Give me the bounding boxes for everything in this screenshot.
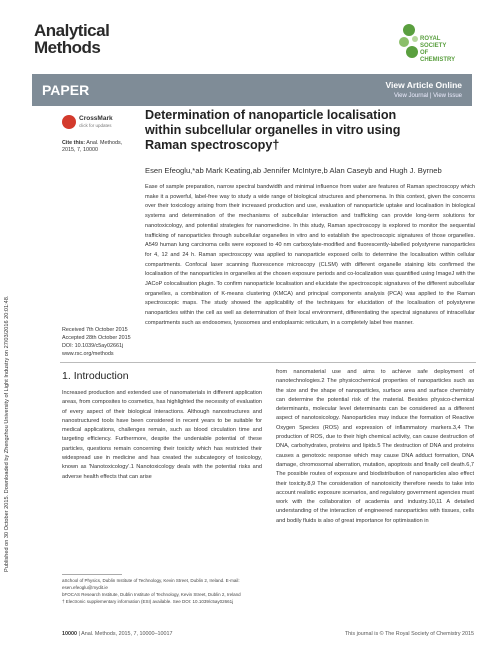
section-number: 1.	[62, 370, 71, 382]
view-journal-issue-links[interactable]: View Journal | View Issue	[393, 93, 462, 99]
footnote-divider	[62, 574, 122, 575]
rsc-logo-line2: OF CHEMISTRY	[420, 50, 456, 63]
author-list: Esen Efeoglu,*ab Mark Keating,ab Jennifer McIntyre,b Alan Caseyb and Hugh J. Byrneb	[145, 166, 442, 175]
received-date: Received 7th October 2015	[62, 327, 128, 333]
crossmark-icon	[62, 115, 76, 129]
footer-copyright: This journal is © The Royal Society of Chemistry 2015	[344, 631, 474, 637]
section-heading	[62, 370, 129, 382]
journal-title-line1: Analytical	[34, 21, 110, 40]
footer-journal-ref: Anal. Methods, 2015, 7, 10000–10017	[81, 631, 173, 637]
footnote-affiliation-a: aSchool of Physics, Dublin Institute of Technology, Kevin Street, Dublin 2, Ireland. E-mail: esen.efeoglu@mydit.ie	[62, 578, 240, 590]
page-footer	[62, 631, 474, 637]
article-type-label: PAPER	[42, 82, 90, 98]
article-title: Determination of nanoparticle localisation within subcellular organelles in vitro using Raman spectroscopy†	[145, 108, 401, 152]
article-type-banner	[32, 74, 472, 106]
rsc-logo-line1: ROYAL SOCIETY	[420, 36, 447, 49]
journal-title-line2: Methods	[34, 38, 101, 57]
rsc-emblem-icon	[398, 22, 420, 62]
accepted-date: Accepted 28th October 2015	[62, 335, 131, 341]
journal-url[interactable]: www.rsc.org/methods	[62, 351, 114, 357]
intro-left-column: Increased production and extended use of nanomaterials in different application areas, from composites to cosmetics, has highlighted the necessity of evaluation of every aspect of their biological interactions. Although nanostructures and nanostructured tools have been considered in recent years to be suitable for medical applications, challenges remain, such as blood circulation time and targeting efficiency. Furthermore, despite the undeniable potential of these particles, questions remain concerning their toxicity which has restricted their widespread use in medicine and has created the subcategory of toxicology, known as 'Nanotoxicology'.1 Nanotoxicology deals with the potential risks and adverse health effects that can arise	[62, 390, 262, 480]
doi[interactable]: DOI: 10.1039/c5ay02661j	[62, 343, 124, 349]
abstract: Ease of sample preparation, narrow spectral bandwidth and minimal influence from water are features of Raman spectroscopy which make it a powerful, label-free way to study a wide range of biological structures and phenomena. In this context, given the concerns over their toxicology arising from their increased production and use, evaluation of nanoparticle uptake and localisation in biological systems and determination of the mechanisms of subcellular interaction and trafficking can provide long-term solutions for nanotoxicology, and potential strategies for nanomedicine. In this study, Raman spectroscopy is explored to monitor the sequential trafficking of nanoparticles through subcellular organelles in vitro and to establish the spectroscopic signatures of those organelles. A549 human lung carcinoma cells were exposed to 40 nm carboxylate-modified and fluorescently-labelled polystyrene nanoparticles for 4, 12 and 24 h. Raman spectroscopy was applied to nanoparticle exposed cells to determine the localisation within cellular compartments. Confocal laser scanning fluorescence microscopy (CLSM) with different organelle staining kits confirmed the localisation of the nanoparticles in organelles at the chosen exposure periods and co-localization was quantified using ImageJ with the JACoP colocalisation plugin. To confirm nanoparticle localisation and elucidate the spectroscopic signatures of the different subcellular organelles, a combination of K-means clustering (KMCA) and principal components analysis (PCA) was applied to the Raman spectroscopic maps. The study showed the applicability of the techniques for elucidation of the localisation of polystyrene nanoparticles within the cell as well as determination of their local environment, differentiating the spectral signatures of intracellular compartments such as endosomes, lysosomes and endoplasmic reticulum, in a completely label free manner.	[145, 184, 475, 326]
cite-prefix: Cite this:	[62, 140, 86, 146]
crossmark-badge[interactable]	[62, 113, 122, 133]
crossmark-label: CrossMark	[79, 115, 113, 122]
footer-separator: |	[78, 631, 82, 637]
divider	[60, 362, 476, 363]
rsc-logo[interactable]	[398, 22, 462, 72]
section-title: Introduction	[73, 370, 129, 382]
crossmark-sublabel: click for updates	[79, 123, 112, 128]
article-history	[62, 326, 142, 358]
journal-title[interactable]	[34, 22, 109, 56]
citation-info	[62, 140, 132, 154]
footnotes	[62, 578, 262, 606]
page-number: 10000	[62, 631, 77, 637]
view-article-online-link[interactable]: View Article Online	[385, 80, 462, 90]
footnote-esi: † Electronic supplementary information (ESI) available. See DOI: 10.1039/c5ay02661j	[62, 598, 234, 604]
download-note: Published on 30 October 2015. Downloaded by Zhengzhou University of Light Industry on 27/03/2016 20:01:48.	[4, 295, 10, 572]
intro-right-column: from nanomaterial use and aims to achieve safe deployment of nanotechnologies.2 The physicochemical properties of nanoparticles such as the size and the shape of nanoparticles, surface area and surface chemistry can determine the potential risk of the material. Besides physico-chemical determinants, molecular level determinants can be considered as a different aspect of nanotoxicology. Nanoparticles may induce the formation of Reactive Oxygen Species (ROS) and expression of inflammatory markers.3,4 The production of ROS, due to their high chemical activity, can cause destruction of DNA, carbohydrates, proteins and lipids.5 The destruction of DNA and proteins causes a genotoxic response which may cause DNA adduct formation, DNA damage, chromosomal aberration, mutation, apoptosis and finally cell death.6,7 The possible routes of exposure and biodistribution of nanoparticles also effect their toxicity.8,9 The consideration of nanotoxicity therefore needs to take into account realistic exposure scenarios, and regulatory government agencies must work with the collaboration of academia and industry.10,11 A detailed understanding of the interaction of engineered nanoparticles with tissues, cells and bodily fluids is also of great importance for optimisation in	[276, 369, 474, 524]
cite-reference: Anal. Methods, 2015, 7, 10000	[62, 140, 123, 153]
footnote-affiliation-b: bFOCAS Research Institute, Dublin Institute of Technology, Kevin Street, Dublin 2, Ireland	[62, 591, 241, 597]
